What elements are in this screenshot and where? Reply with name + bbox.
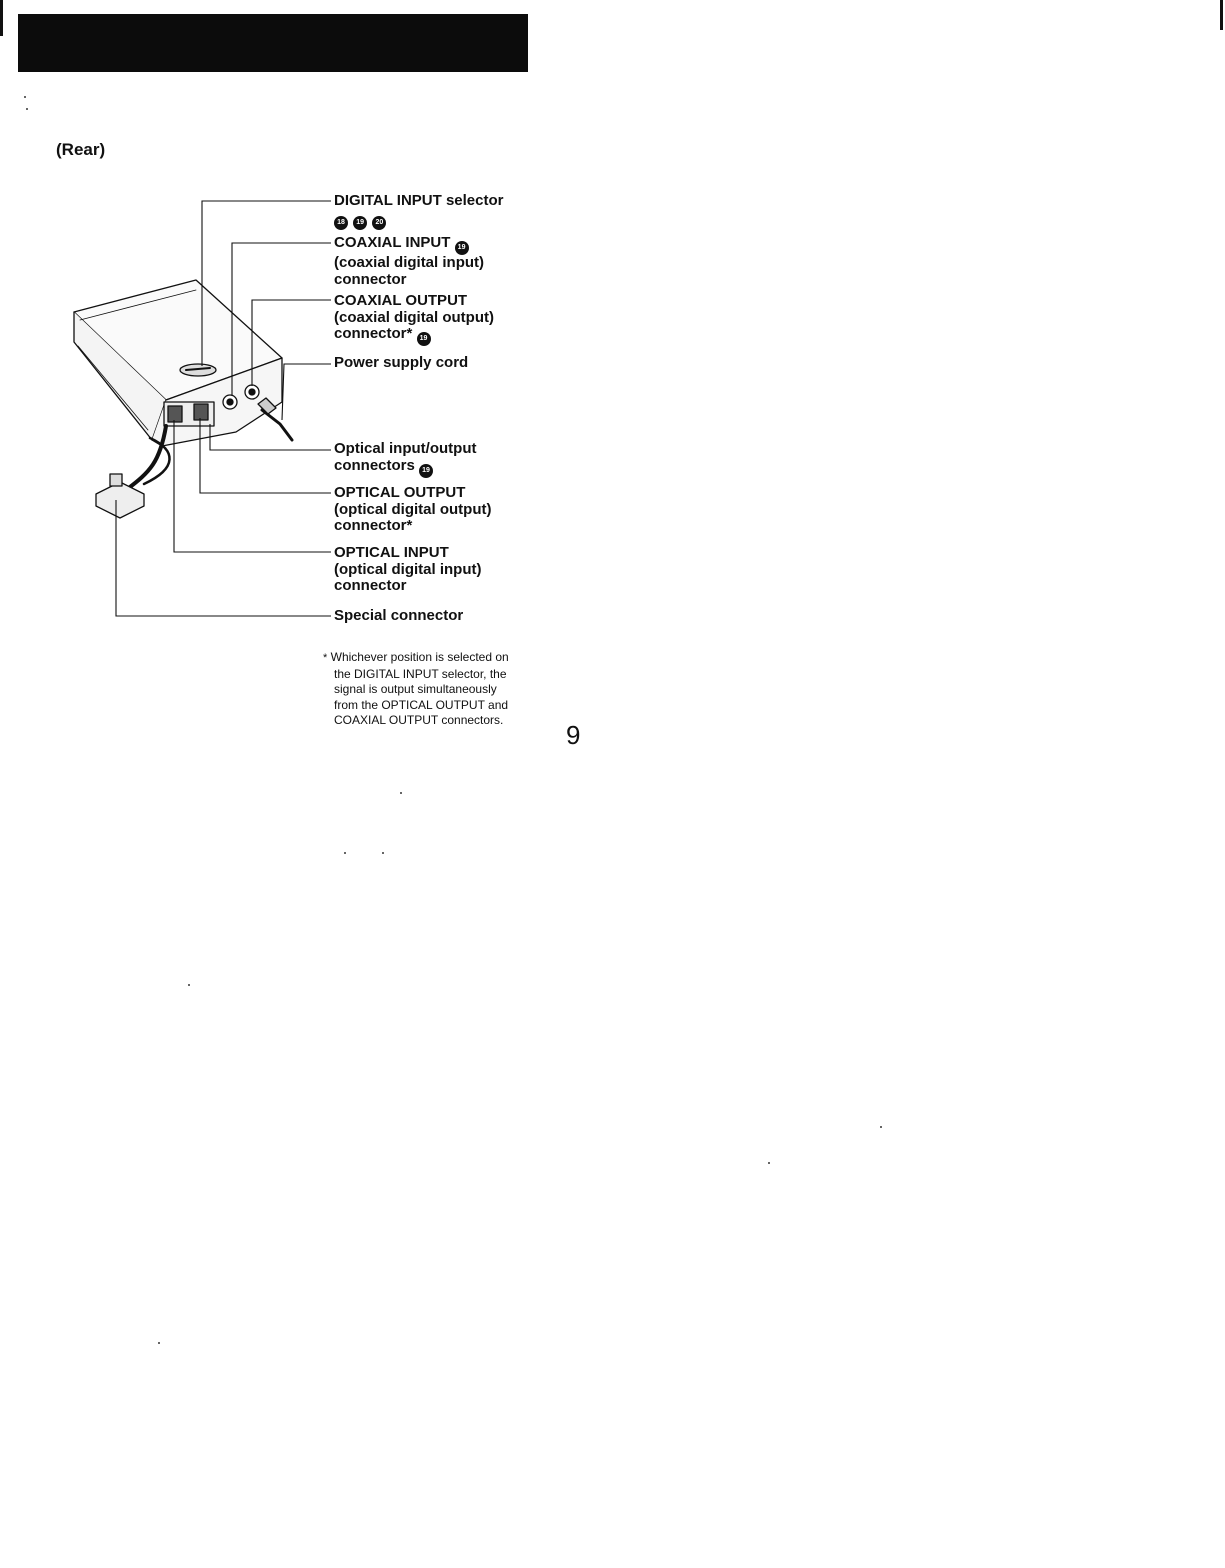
scan-speck — [26, 108, 28, 110]
scan-speck — [188, 984, 190, 986]
callout-label-line — [334, 458, 476, 478]
scan-speck — [768, 1162, 770, 1164]
footnote — [323, 650, 553, 729]
callout-coaxial-output — [334, 293, 494, 346]
callout-label: connector* — [334, 325, 413, 342]
callout-optical-output — [334, 485, 491, 535]
callout-label-line: (optical digital input) — [334, 560, 482, 578]
footnote-line: signal is output simultaneously — [334, 682, 497, 696]
callout-label: connectors — [334, 456, 415, 474]
scan-speck — [382, 852, 384, 854]
callout-label-line: Optical input/output — [334, 440, 477, 457]
callout-label-line: connector — [334, 577, 407, 594]
page-number: 9 — [566, 720, 581, 750]
reference-mark: 18 — [334, 216, 348, 230]
callout-label-line: (coaxial digital output) — [334, 308, 494, 326]
scan-speck — [344, 852, 346, 854]
callout-coaxial-input — [334, 235, 484, 288]
callout-label: COAXIAL INPUT — [334, 234, 451, 251]
special-connector-plug — [96, 482, 144, 518]
footnote-marker: * — [323, 652, 328, 664]
callout-optical-input — [334, 545, 481, 595]
footnote-line: COAXIAL OUTPUT connectors. — [334, 713, 504, 727]
footnote-line: the DIGITAL INPUT selector, the — [334, 666, 507, 681]
reference-mark: 19 — [353, 216, 367, 230]
optical-port-output — [194, 404, 208, 420]
callout-label-line: (coaxial digital input) — [334, 254, 485, 271]
callout-power-supply-cord — [334, 355, 468, 372]
callout-label: Power supply cord — [334, 354, 469, 371]
optical-port-input — [168, 406, 182, 422]
reference-mark: 19 — [417, 332, 431, 346]
callout-label-line: connector — [334, 270, 407, 288]
footnote-line: Whichever position is selected on — [330, 650, 509, 664]
callout-label: DIGITAL INPUT selector — [334, 192, 504, 209]
reference-marks — [334, 210, 503, 230]
callout-label-line: OPTICAL INPUT — [334, 544, 449, 561]
scan-speck — [158, 1342, 160, 1344]
scan-speck — [400, 792, 402, 794]
callout-optical-io — [334, 441, 476, 478]
footnote-line: from the OPTICAL OUTPUT and — [334, 697, 509, 712]
rear-panel-illustration — [0, 0, 1225, 760]
callout-label-line: connector* — [334, 517, 413, 534]
callout-label-line — [334, 235, 484, 255]
leader-power-supply-cord — [282, 364, 331, 420]
callout-label-line — [334, 326, 494, 346]
callout-label-line: (optical digital output) — [334, 500, 492, 518]
callout-digital-input-selector — [334, 193, 503, 230]
callout-label-line: COAXIAL OUTPUT — [334, 292, 468, 309]
reference-mark: 19 — [455, 241, 469, 255]
callout-label-line: OPTICAL OUTPUT — [334, 484, 466, 501]
reference-mark: 19 — [419, 464, 433, 478]
leader-special-connector — [116, 500, 331, 616]
scan-speck — [880, 1126, 882, 1128]
scan-speck — [24, 96, 26, 98]
section-label: (Rear) — [56, 140, 106, 159]
power-cord — [262, 410, 292, 440]
callout-special-connector — [334, 608, 463, 625]
reference-mark: 20 — [372, 216, 386, 230]
callout-label: Special connector — [334, 607, 464, 624]
